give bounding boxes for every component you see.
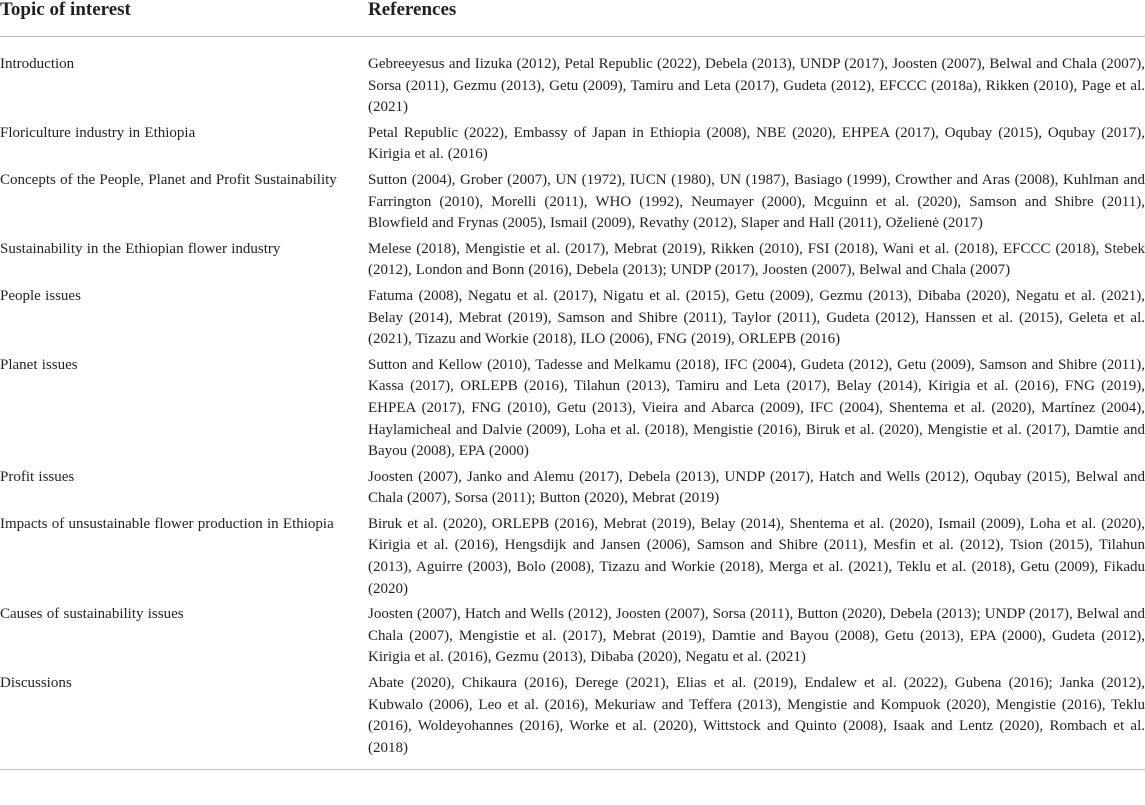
- topic-cell: Floriculture industry in Ethiopia: [0, 124, 196, 141]
- topic-cell: Profit issues: [0, 468, 75, 485]
- table-body: [0, 37, 1145, 770]
- references-cell: Joosten (2007), Hatch and Wells (2012), Joosten (2007), Sorsa (2011), Button (2020), Debela (2013); UNDP (2017), Belwal and Chala (2007), Mengistie et al. (2017), Mebrat (2019), Damtie and Bayou (2008), Getu (2013), EPA (2000), Gudeta (2012), Kirigia et al. (2016), Gezmu (2013), Dibaba (2020), Negatu et al. (2021): [368, 606, 1145, 666]
- table-row: [0, 510, 1145, 600]
- references-cell: Sutton and Kellow (2010), Tadesse and Melkamu (2018), IFC (2004), Gudeta (2012), Getu (2009), Samson and Shibre (2011), Kassa (2017), ORLEPB (2016), Tilahun (2013), Tamiru and Leta (2017), Belay (2014), Kirigia et al. (2016), FNG (2019), EHPEA (2017), FNG (2010), Getu (2013), Vieira and Abarca (2009), IFC (2004), Shentema et al. (2020), Martínez (2004), Haylamicheal and Dalvie (2009), Loha et al. (2018), Mengistie (2016), Biruk et al. (2020), Mengistie et al. (2017), Damtie and Bayou (2008), EPA (2000): [368, 356, 1145, 460]
- topic-cell: Impacts of unsustainable flower production in Ethiopia: [0, 515, 334, 532]
- topic-cell: Causes of sustainability issues: [0, 606, 184, 623]
- references-cell: Fatuma (2008), Negatu et al. (2017), Nigatu et al. (2015), Getu (2009), Gezmu (2013), Dibaba (2020), Negatu et al. (2021), Belay (2014), Mebrat (2019), Samson and Shibre (2011), Taylor (2011), Gudeta (2012), Hanssen et al. (2015), Geleta et al. (2021), Tizazu and Workie (2018), ILO (2006), FNG (2019), ORLEPB (2016): [368, 287, 1145, 348]
- topic-cell: Sustainability in the Ethiopian flower industry: [0, 240, 281, 257]
- table-row: [0, 166, 1145, 235]
- table-row: [0, 119, 1145, 166]
- references-cell: Abate (2020), Chikaura (2016), Derege (2021), Elias et al. (2019), Endalew et al. (2022), Gubena (2016); Janka (2012), Kubwalo (2006), Leo et al. (2016), Mekuriaw and Teffera (2013), Mengistie and Kompuok (2020), Mengistie (2016), Teklu (2016), Woldeyohannes (2016), Worke et al. (2020), Wittstock and Quinto (2008), Isaak and Lentz (2020), Rombach et al. (2018): [368, 669, 1145, 770]
- references-cell: Gebreeyesus and Iizuka (2012), Petal Republic (2022), Debela (2013), UNDP (2017), Joosten (2007), Belwal and Chala (2007), Sorsa (2011), Gezmu (2013), Getu (2009), Tamiru and Leta (2017), Gudeta (2012), EFCCC (2018a), Rikken (2010), Page et al. (2021): [368, 56, 1145, 116]
- table-row: [0, 37, 1145, 119]
- references-cell: Petal Republic (2022), Embassy of Japan in Ethiopia (2008), NBE (2020), EHPEA (2017), Oqubay (2015), Oqubay (2017), Kirigia et al. (2016): [368, 124, 1145, 163]
- references-cell: Joosten (2007), Janko and Alemu (2017), Debela (2013), UNDP (2017), Hatch and Wells (2012), Oqubay (2015), Belwal and Chala (2007), Sorsa (2011); Button (2020), Mebrat (2019): [368, 468, 1145, 507]
- topic-cell: Introduction: [0, 56, 75, 72]
- references-column-header: References: [368, 0, 1145, 37]
- table-row: [0, 235, 1145, 282]
- references-cell: Melese (2018), Mengistie et al. (2017), Mebrat (2019), Rikken (2010), FSI (2018), Wani et al. (2018), EFCCC (2018), Stebek (2012), London and Bonn (2016), Debela (2013); UNDP (2017), Joosten (2007), Belwal and Chala (2007): [368, 240, 1145, 279]
- topic-cell: Planet issues: [0, 356, 78, 373]
- table-row: [0, 669, 1145, 770]
- table-header: [0, 0, 1145, 37]
- table-row: [0, 351, 1145, 463]
- table-row: [0, 600, 1145, 669]
- topic-cell: Concepts of the People, Planet and Profit Sustainability: [0, 171, 337, 188]
- header-row: [0, 0, 1145, 37]
- references-cell: Sutton (2004), Grober (2007), UN (1972), IUCN (1980), UN (1987), Basiago (1999), Crowther and Aras (2008), Kuhlman and Farrington (2010), Morelli (2011), WHO (1992), Neumayer (2000), Mcguinn et al. (2020), Samson and Shibre (2011), Blowfield and Frynas (2005), Ismail (2009), Revathy (2012), Slaper and Hall (2011), Oželienė (2017): [368, 171, 1145, 232]
- topic-cell: Discussions: [0, 669, 368, 770]
- topic-cell: People issues: [0, 287, 81, 304]
- references-cell: Biruk et al. (2020), ORLEPB (2016), Mebrat (2019), Belay (2014), Shentema et al. (2020), Ismail (2009), Loha et al. (2020), Kirigia et al. (2016), Hengsdijk and Jansen (2006), Samson and Shibre (2011), Mesfin et al. (2012), Tsion (2015), Tilahun (2013), Aguirre (2003), Bolo (2008), Tizazu and Workie (2018), Merga et al. (2021), Teklu et al. (2018), Getu (2009), Fikadu (2020): [368, 515, 1145, 597]
- table-row: [0, 282, 1145, 351]
- topic-column-header: Topic of interest: [0, 0, 368, 37]
- table-row: [0, 463, 1145, 510]
